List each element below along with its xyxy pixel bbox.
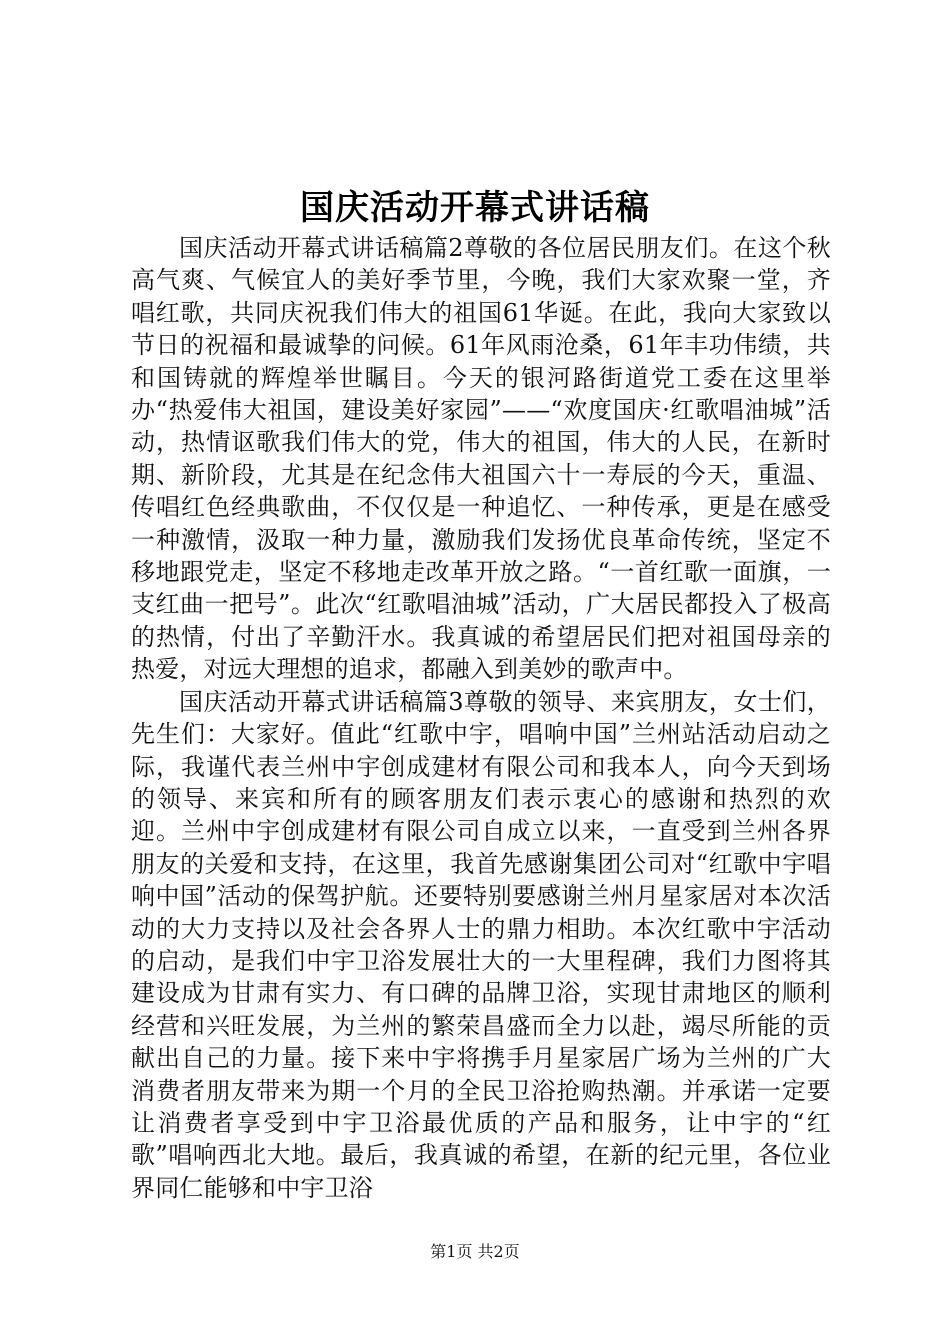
paragraph-2: 国庆活动开幕式讲话稿篇3尊敬的领导、来宾朋友，女士们，先生们：大家好。值此“红歌中宇，唱响中国”兰州站活动启动之际，我谨代表兰州中宇创成建材有限公司和我本人，向今天到场的领导、来宾和所有的顾客朋友们表示衷心的感谢和热烈的欢迎。兰州中宇创成建材有限公司自成立以来，一直受到兰州各界朋友的关爱和支持，在这里，我首先感谢集团公司对“红歌中宇唱响中国”活动的保驾护航。还要特别要感谢兰州月星家居对本次活动的大力支持以及社会各界人士的鼎力相助。本次红歌中宇活动的启动，是我们中宇卫浴发展壮大的一大里程碑，我们力图将其建设成为甘肃有实力、有口碑的品牌卫浴，实现甘肃地区的顺利经营和兴旺发展，为兰州的繁荣昌盛而全力以赴，竭尽所能的贡献出自己的力量。接下来中宇将携手月星家居广场为兰州的广大消费者朋友带来为期一个月的全民卫浴抢购热潮。并承诺一定要让消费者享受到中宇卫浴最优质的产品和服务，让中宇的“红歌”唱响西北大地。最后，我真诚的希望，在新的纪元里，各位业界同仁能够和中宇卫浴	[131, 687, 831, 1202]
document-body	[131, 232, 831, 1204]
page-footer: 第1页 共2页	[430, 1242, 520, 1261]
paragraph-1: 国庆活动开幕式讲话稿篇2尊敬的各位居民朋友们。在这个秋高气爽、气候宜人的美好季节里，今晚，我们大家欢聚一堂，齐唱红歌，共同庆祝我们伟大的祖国61华诞。在此，我向大家致以节日的祝福和最诚挚的问候。61年风雨沧桑，61年丰功伟绩，共和国铸就的辉煌举世瞩目。今天的银河路街道党工委在这里举办“热爱伟大祖国，建设美好家园”——“欢度国庆·红歌唱油城”活动，热情讴歌我们伟大的党，伟大的祖国，伟大的人民，在新时期、新阶段，尤其是在纪念伟大祖国六十一寿辰的今天，重温、传唱红色经典歌曲，不仅仅是一种追忆、一种传承，更是在感受一种激情，汲取一种力量，激励我们发扬优良革命传统，坚定不移地跟党走，坚定不移地走改革开放之路。“一首红歌一面旗，一支红曲一把号”。此次“红歌唱油城”活动，广大居民都投入了极高的热情，付出了辛勤汗水。我真诚的希望居民们把对祖国母亲的热爱，对远大理想的追求，都融入到美妙的歌声中。	[131, 234, 831, 684]
document-title: 国庆活动开幕式讲话稿	[300, 188, 650, 228]
